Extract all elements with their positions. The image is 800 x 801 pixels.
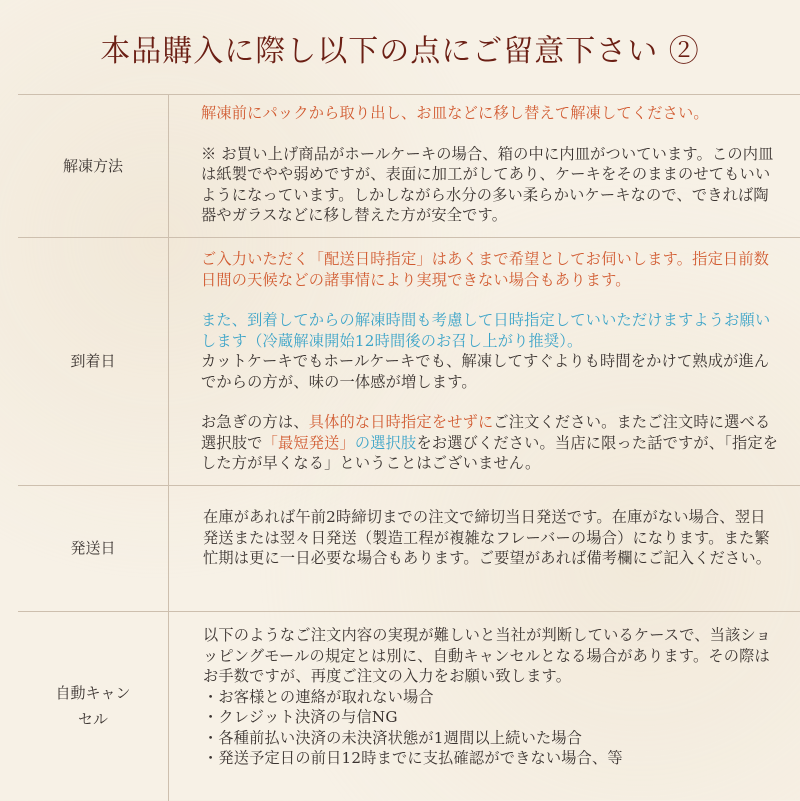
rush-text-f: をお選びください。当店に限った話ですが、「指定をした方が早くなる」ということはございません。 [201,433,779,472]
auto-cancel-label-text: 自動キャンセル [55,684,131,728]
row-content-auto-cancel [203,625,780,769]
rush-text-option: の選択肢 [354,433,417,452]
row-content-thawing [201,103,780,226]
row-label-arrival: 到着日 [18,237,169,485]
rush-text-shortest: 「最短発送」 [262,433,355,452]
row-thawing [18,95,800,238]
rush-text-highlight: 具体的な日時指定をせずに [308,413,494,431]
row-arrival [18,237,800,486]
page-title: 本品購入に際し以下の点にご留意下さい ② [100,34,700,69]
row-shipping [18,485,800,612]
row-auto-cancel [18,611,800,801]
rush-text-a: お急ぎの方は、 [201,413,309,431]
row-label-auto-cancel [18,611,169,801]
shipping-note: 在庫があれば午前2時締切までの注文で締切当日発送です。在庫がない場合、翌日発送または翌々日発送（製造工程が複雑なフレーバーの場合）になります。また繁忙期は更に一日必要な場合もあります。ご要望があれば備考欄にご記入ください。 [203,508,772,567]
row-content-shipping [203,507,780,569]
row-label-shipping: 発送日 [18,485,169,611]
auto-cancel-item: ・発送予定日の前日12時までに支払確認ができない場合、等 [203,749,623,767]
arrival-maturing-note: カットケーキでもホールケーキでも、解凍してすぐよりも時間をかけて熟成が進んでからの方が、味の一体感が増します。 [201,352,770,391]
arrival-date-note: ご入力いただく「配送日時指定」はあくまで希望としてお伺いします。指定日前数日間の天候などの諸事情により実現できない場合もあります。 [201,250,770,289]
arrival-thaw-request: また、到着してからの解凍時間も考慮して日時指定していいただけますようお願いします（冷蔵解凍開始12時間後のお召し上がり推奨）。 [201,311,771,350]
thawing-note: ※ お買い上げ商品がホールケーキの場合、箱の中に内皿がついています。この内皿は紙製でやや弱めですが、表面に加工がしてあり、ケーキをそのままのせてもいいようになっています。しかしながら水分の多い柔らかいケーキなので、できれば陶器やガラスなどに移し替えた方が安全です。 [201,144,774,224]
auto-cancel-item: ・お客様との連絡が取れない場合 [203,687,434,706]
auto-cancel-item: ・クレジット決済の与信NG [203,708,398,726]
notice-table [18,94,800,801]
arrival-rush-note [201,412,780,474]
row-content-arrival [201,249,780,474]
thawing-instruction: 解凍前にパックから取り出し、お皿などに移し替えて解凍してください。 [201,104,709,122]
row-label-thawing: 解凍方法 [18,95,169,237]
auto-cancel-item: ・各種前払い決済の未決済状態が1週間以上続いた場合 [203,728,583,747]
rush-text-c: ご注文ください。またご注文時に選べる選択肢で [201,413,771,452]
auto-cancel-intro: 以下のようなご注文内容の実現が難しいと当社が判断しているケースで、当該ショッピングモールの規定とは別に、自動キャンセルとなる場合があります。その際はお手数ですが、再度ご注文の入力をお願い致します。 [203,626,771,685]
